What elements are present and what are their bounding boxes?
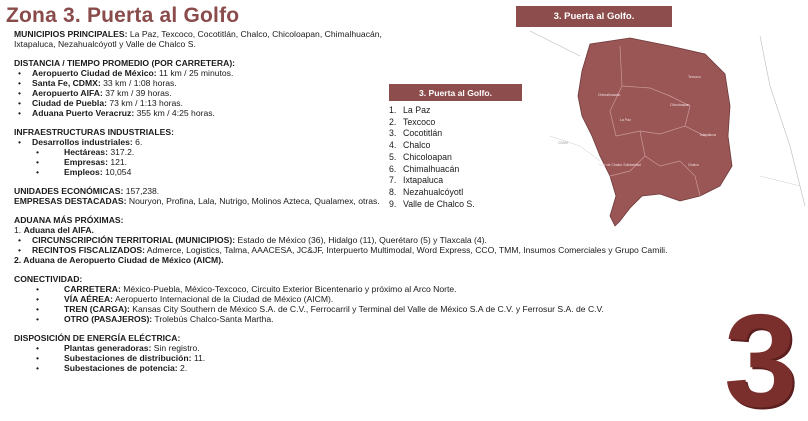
municipios-value: La Paz, Texcoco, Cocotitlán, Chalco, Chicoloapan, Chimalhuacán, <box>127 29 382 39</box>
unidades-label: UNIDADES ECONÓMICAS: <box>14 186 124 196</box>
item-value: Kansas City Southern de México S.A. de C.V., Ferrocarril y Terminal del Valle de México S.A de C.V. y Ferrosur S.A. de C.V. <box>129 304 604 314</box>
municipios-list-banner: 3. Puerta al Golfo. <box>389 84 522 101</box>
infra-heading: INFRAESTRUCTURAS INDUSTRIALES: <box>14 127 174 137</box>
empresas-label: EMPRESAS DESTACADAS: <box>14 196 127 206</box>
svg-text:Chimalhuacán: Chimalhuacán <box>598 93 621 97</box>
item-value: Aeropuerto Internacional de la Ciudad de México (AICM). <box>113 294 334 304</box>
item-value: 317.2. <box>107 147 135 157</box>
item-value: Admerce, Logistics, Talma, AAACESA, JC&JF, Interpuerto Multimodal, Word Express, CCO, TMM, Insumos Comerciales y Grupo Camili. <box>145 245 668 255</box>
item-label: Ciudad de Puebla: <box>32 98 107 108</box>
list-item: 9. Valle de Chalco S. <box>389 198 475 209</box>
item-value: 33 km / 1:08 horas. <box>100 78 177 88</box>
map-banner: 3. Puerta al Golfo. <box>516 6 672 27</box>
item-label: OTRO (PASAJEROS): <box>64 314 153 324</box>
energia-heading: DISPOSICIÓN DE ENERGÍA ELÉCTRICA: <box>14 333 181 343</box>
page-title: Zona 3. Puerta al Golfo <box>6 4 240 27</box>
distancia-heading: DISTANCIA / TIEMPO PROMEDIO (POR CARRETERA): <box>14 58 236 68</box>
item-label: Desarrollos industriales: <box>32 137 133 147</box>
svg-text:Valle de Chalco Solidaridad: Valle de Chalco Solidaridad <box>598 163 641 167</box>
item-label: Santa Fe, CDMX: <box>32 78 101 88</box>
aduana-second: 2. Aduana de Aeropuerto Ciudad de México (AICM). <box>14 255 224 265</box>
item-value: Trolebús Chalco-Santa Martha. <box>152 314 274 324</box>
item-value: Sin registro. <box>151 343 200 353</box>
item-label: Hectáreas: <box>64 147 108 157</box>
list-item <box>14 284 794 294</box>
list-item: 7. Ixtapaluca <box>389 175 444 186</box>
svg-text:Texcoco: Texcoco <box>688 75 701 79</box>
item-value: 11 km / 25 minutos. <box>156 68 234 78</box>
aduana-first: 1. Aduana del AIFA. <box>14 225 94 235</box>
item-value: 37 km / 39 horas. <box>102 88 172 98</box>
list-item: 6. Chimalhuacán <box>389 163 460 174</box>
svg-text:CDMX: CDMX <box>558 141 569 145</box>
item-label: Aeropuerto AIFA: <box>32 88 103 98</box>
list-item <box>14 363 794 373</box>
conectividad-list <box>14 284 794 324</box>
list-item <box>14 353 794 363</box>
list-item: 8. Nezahualcóyotl <box>389 186 464 197</box>
svg-text:Ixtapaluca: Ixtapaluca <box>700 133 716 137</box>
municipios-line-2: Ixtapaluca, Nezahualcóyotl y Valle de Chalco S. <box>14 39 196 49</box>
energia-list <box>14 343 794 373</box>
item-value: 10,054 <box>102 167 132 177</box>
zone-number: 3 <box>724 287 798 421</box>
item-value: 2. <box>177 363 188 373</box>
svg-text:Chalco: Chalco <box>688 163 699 167</box>
item-value: México-Puebla, México-Texcoco, Circuito Exterior Bicentenario y próximo al Arco Norte. <box>120 284 457 294</box>
map-graphic <box>520 26 808 236</box>
item-label: Plantas generadoras: <box>64 343 152 353</box>
list-item: 5. Chicoloapan <box>389 151 452 162</box>
item-label: Aeropuerto Ciudad de México: <box>32 68 157 78</box>
svg-text:Chicoloapan: Chicoloapan <box>670 103 690 107</box>
item-value: 121. <box>107 157 128 167</box>
item-value: 6. <box>132 137 143 147</box>
zone-map <box>520 26 808 236</box>
empresas-value: Nouryon, Profina, Lala, Nutrigo, Molinos Azteca, Qualamex, otras. <box>126 196 380 206</box>
item-label: CARRETERA: <box>64 284 121 294</box>
item-value: Estado de México (36), Hidalgo (11), Querétaro (5) y Tlaxcala (4). <box>235 235 487 245</box>
list-item: 2. Texcoco <box>389 116 436 127</box>
item-value: 11. <box>191 353 206 363</box>
municipios-label: MUNICIPIOS PRINCIPALES: <box>14 29 128 39</box>
aduana-heading: ADUANA MÁS PRÓXIMAS: <box>14 215 124 225</box>
list-item <box>14 245 794 255</box>
unidades-value: 157,238. <box>123 186 160 196</box>
zone-region <box>578 38 732 226</box>
item-label: CIRCUNSCRIPCIÓN TERRITORIAL (MUNICIPIOS): <box>32 235 236 245</box>
list-item <box>14 235 794 245</box>
aduana-list <box>14 235 794 255</box>
item-label: Aduana Puerto Veracruz: <box>32 108 135 118</box>
item-label: Subestaciones de distribución: <box>64 353 192 363</box>
item-label: RECINTOS FISCALIZADOS: <box>32 245 145 255</box>
list-item <box>14 294 794 304</box>
list-item: 4. Chalco <box>389 140 431 151</box>
list-item: 3. Cocotitlán <box>389 128 443 139</box>
list-item: 1. La Paz <box>389 105 431 115</box>
conectividad-heading: CONECTIVIDAD: <box>14 274 83 284</box>
svg-text:La Paz: La Paz <box>620 118 631 122</box>
list-item <box>14 343 794 353</box>
item-label: Empresas: <box>64 157 108 167</box>
item-value: 73 km / 1:13 horas. <box>106 98 183 108</box>
item-label: Empleos: <box>64 167 103 177</box>
item-label: TREN (CARGA): <box>64 304 130 314</box>
item-value: 355 km / 4:25 horas. <box>134 108 215 118</box>
item-label: Subestaciones de potencia: <box>64 363 178 373</box>
item-label: VÍA AÉREA: <box>64 294 114 304</box>
municipios-numbered-list <box>389 105 475 210</box>
list-item <box>14 304 794 314</box>
list-item <box>14 314 794 324</box>
